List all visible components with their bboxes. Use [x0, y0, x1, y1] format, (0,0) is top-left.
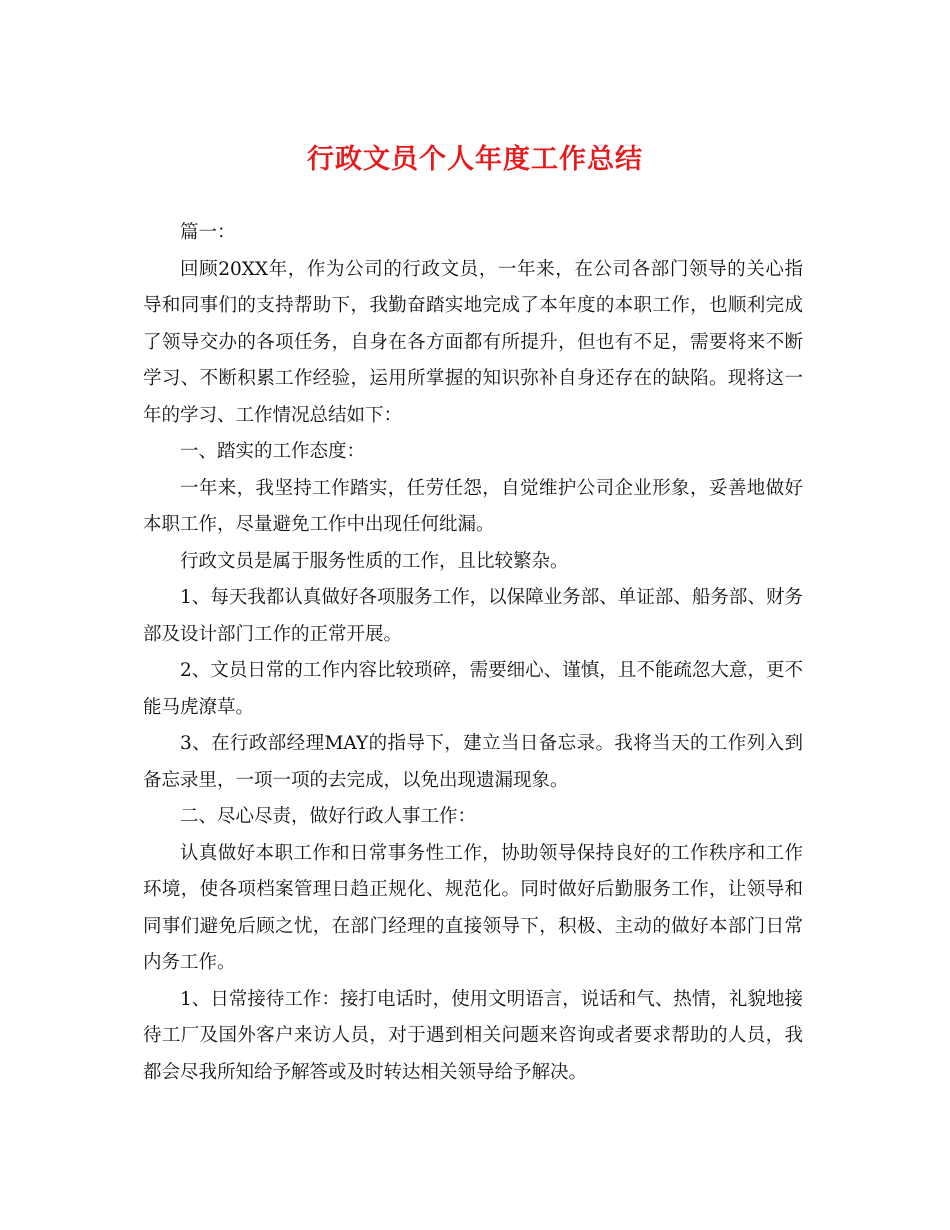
document-body [143, 215, 803, 1091]
paragraph: 2、文员日常的工作内容比较琐碎，需要细心、谨慎，且不能疏忽大意，更不能马虎潦草。 [143, 660, 803, 718]
document-title: 行政文员个人年度工作总结 [307, 144, 643, 175]
paragraph: 1、每天我都认真做好各项服务工作，以保障业务部、单证部、船务部、财务部及设计部门工作的正常开展。 [143, 587, 803, 645]
paragraph: 一年来，我坚持工作踏实，任劳任怨，自觉维护公司企业形象，妥善地做好本职工作，尽量避免工作中出现任何纰漏。 [143, 477, 803, 535]
paragraph: 1、日常接待工作：接打电话时，使用文明语言，说话和气、热情，礼貌地接待工厂及国外客户来访人员，对于遇到相关问题来咨询或者要求帮助的人员，我都会尽我所知给予解答或及时转达相关领导给予解决。 [143, 988, 803, 1083]
paragraph: 篇一： [180, 222, 236, 243]
paragraph: 回顾20XX年，作为公司的行政文员，一年来，在公司各部门领导的关心指导和同事们的支持帮助下，我勤奋踏实地完成了本年度的本职工作，也顺利完成了领导交办的各项任务，自身在各方面都有所提升，但也有不足，需要将来不断学习、不断积累工作经验，运用所掌握的知识弥补自身还存在的缺陷。现将这一年的学习、工作情况总结如下： [143, 258, 803, 426]
paragraph: 行政文员是属于服务性质的工作，且比较繁杂。 [180, 550, 569, 572]
paragraph: 认真做好本职工作和日常事务性工作，协助领导保持良好的工作秩序和工作环境，使各项档案管理日趋正规化、规范化。同时做好后勤服务工作，让领导和同事们避免后顾之忧，在部门经理的直接领导下，积极、主动的做好本部门日常内务工作。 [143, 842, 803, 973]
paragraph: 二、尽心尽责，做好行政人事工作： [180, 806, 477, 827]
paragraph: 一、踏实的工作态度： [180, 441, 366, 462]
paragraph: 3、在行政部经理MAY的指导下，建立当日备忘录。我将当天的工作列入到备忘录里，一项一项的去完成，以免出现遗漏现象。 [143, 733, 803, 791]
